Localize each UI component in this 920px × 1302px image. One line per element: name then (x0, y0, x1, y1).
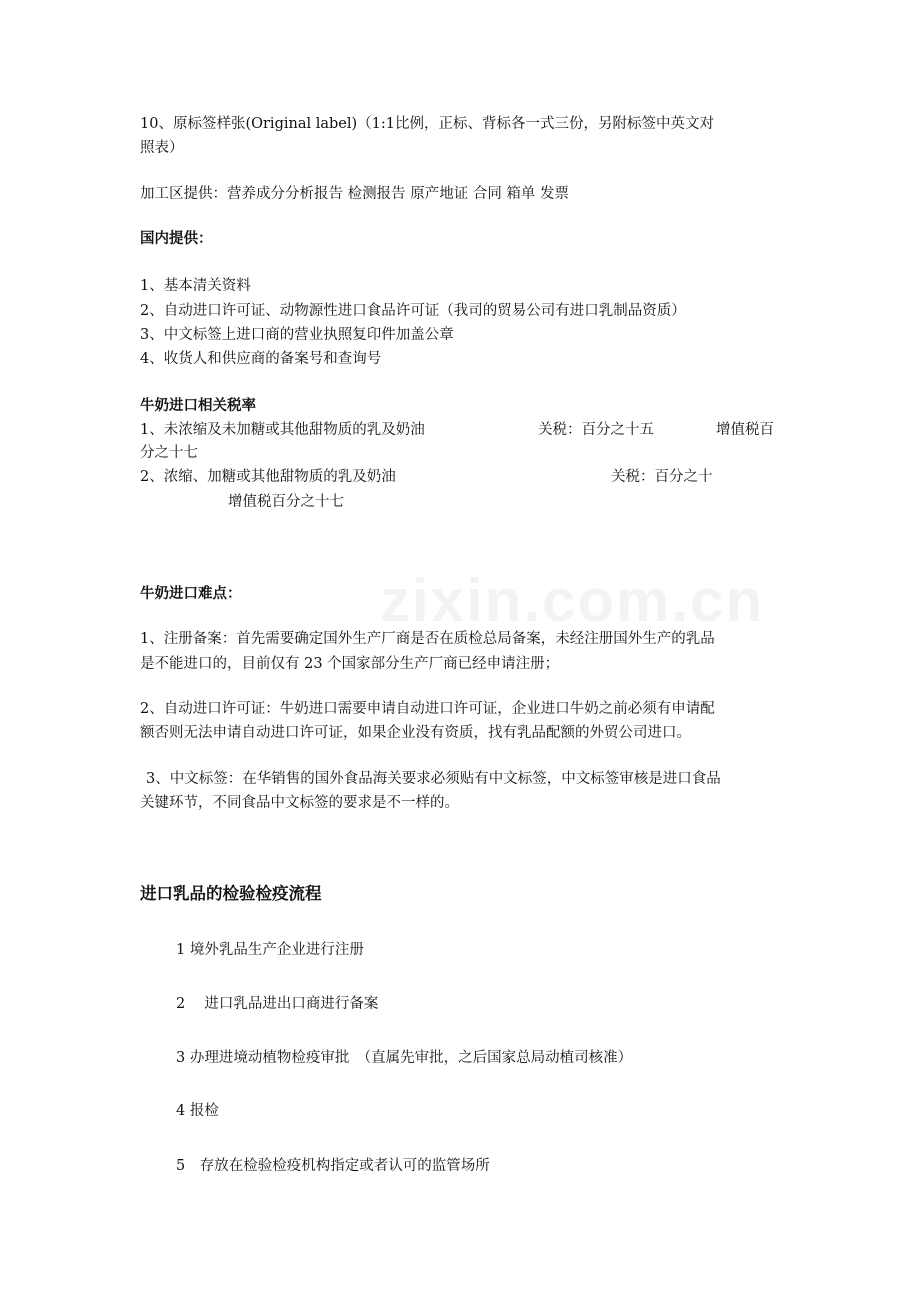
inspection-step: 1 境外乳品生产企业进行注册 (176, 942, 364, 958)
tax-row1-vat-cont: 分之十七 (140, 445, 198, 461)
inspection-step: 5 存放在检验检疫机构指定或者认可的监管场所 (176, 1158, 490, 1174)
difficulty-paragraph-line: 是不能进口的，目前仅有 23 个国家部分生产厂商已经申请注册； (140, 656, 560, 672)
domestic-item: 3、中文标签上进口商的营业执照复印件加盖公章 (140, 327, 454, 343)
inspection-heading: 进口乳品的检验检疫流程 (140, 884, 322, 903)
difficulty-paragraph-line: 额否则无法申请自动进口许可证，如果企业没有资质，找有乳品配额的外贸公司进口。 (140, 725, 691, 741)
domestic-item: 1、基本清关资料 (140, 278, 251, 294)
watermark (380, 566, 764, 635)
label-sample-line-1: 10、原标签样张(Original label)（1:1比例，正标、背标各一式三份，另附标签中英文对 (140, 116, 714, 132)
difficulty-paragraph-line: 3、中文标签：在华销售的国外食品海关要求必须贴有中文标签，中文标签审核是进口食品 (146, 771, 721, 787)
difficulty-paragraph-line: 2、自动进口许可证：牛奶进口需要申请自动进口许可证，企业进口牛奶之前必须有申请配 (140, 701, 715, 717)
processing-zone-line: 加工区提供：营养成分分析报告 检测报告 原产地证 合同 箱单 发票 (140, 186, 570, 202)
tax-row2-item: 2、浓缩、加糖或其他甜物质的乳及奶油 (140, 469, 396, 485)
difficulty-paragraph-line: 1、注册备案：首先需要确定国外生产厂商是否在质检总局备案，未经注册国外生产的乳品 (140, 631, 715, 647)
inspection-step: 4 报检 (176, 1103, 219, 1119)
domestic-heading: 国内提供： (140, 231, 213, 247)
inspection-step: 3 办理进境动植物检疫审批 （直属先审批，之后国家总局动植司核准） (176, 1050, 633, 1066)
tax-row1-item: 1、未浓缩及未加糖或其他甜物质的乳及奶油 (140, 422, 425, 438)
label-sample-line-2: 照表） (140, 140, 184, 156)
tax-heading: 牛奶进口相关税率 (140, 398, 256, 414)
domestic-item: 4、收货人和供应商的备案号和查询号 (140, 351, 382, 367)
inspection-step: 2 进口乳品进出口商进行备案 (176, 996, 379, 1012)
tax-row1-vat: 增值税百 (716, 422, 774, 438)
domestic-item: 2、自动进口许可证、动物源性进口食品许可证（我司的贸易公司有进口乳制品资质） (140, 303, 686, 319)
difficulties-heading: 牛奶进口难点： (140, 586, 242, 602)
tax-row2-vat: 增值税百分之十七 (228, 494, 344, 510)
tax-row1-tariff: 关税：百分之十五 (538, 422, 654, 438)
tax-row2-tariff: 关税：百分之十 (611, 469, 713, 485)
difficulty-paragraph-line: 关键环节，不同食品中文标签的要求是不一样的。 (140, 795, 459, 811)
